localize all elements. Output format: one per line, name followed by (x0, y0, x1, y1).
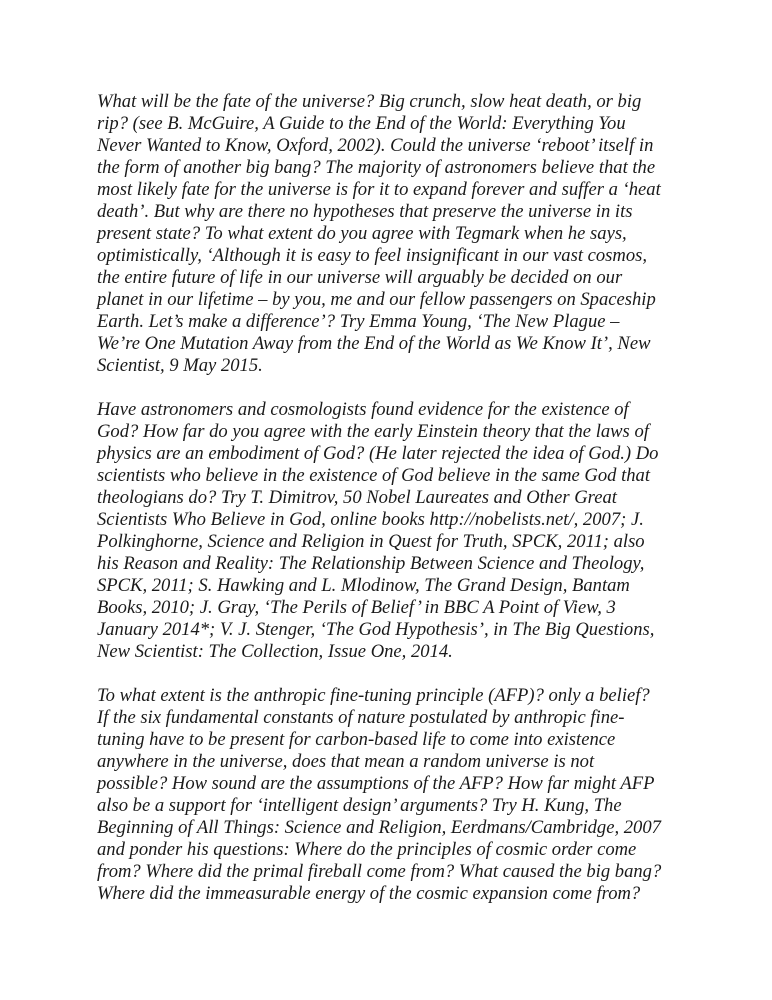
text-line: possible? How sound are the assumptions of the AFP? How far might AFP (97, 773, 655, 794)
text-line: Never Wanted to Know, Oxford, 2002). Could the universe ‘reboot’ itself in (97, 135, 654, 156)
paragraph-evidence-for-god (97, 399, 687, 663)
text-line: theologians do? Try T. Dimitrov, 50 Nobel Laureates and Other Great (97, 487, 617, 508)
text-line: To what extent is the anthropic fine-tuning principle (AFP)? only a belief? (97, 685, 650, 706)
text-line: SPCK, 2011; S. Hawking and L. Mlodinow, The Grand Design, Bantam (97, 575, 630, 596)
text-line: present state? To what extent do you agree with Tegmark when he says, (97, 223, 627, 244)
text-line: Have astronomers and cosmologists found evidence for the existence of (97, 399, 629, 420)
text-line: physics are an embodiment of God? (He later rejected the idea of God.) Do (97, 443, 659, 464)
text-line: also be a support for ‘intelligent design’ arguments? Try H. Kung, The (97, 795, 622, 816)
text-line: anywhere in the universe, does that mean a random universe is not (97, 751, 595, 772)
text-line: from? Where did the primal fireball come from? What caused the big bang? (97, 861, 662, 882)
text-line: scientists who believe in the existence of God believe in the same God that (97, 465, 651, 486)
text-line: the entire future of life in our universe will arguably be decided on our (97, 267, 623, 288)
text-line: New Scientist: The Collection, Issue One, 2014. (97, 641, 453, 662)
text-line: death’. But why are there no hypotheses that preserve the universe in its (97, 201, 633, 222)
text-line: his Reason and Reality: The Relationship Between Science and Theology, (97, 553, 645, 574)
body-text (97, 91, 687, 927)
text-line: Beginning of All Things: Science and Religion, Eerdmans/Cambridge, 2007 (97, 817, 661, 838)
text-line: Scientist, 9 May 2015. (97, 355, 263, 376)
text-line: optimistically, ‘Although it is easy to feel insignificant in our vast cosmos, (97, 245, 648, 266)
text-line: Where did the immeasurable energy of the cosmic expansion come from? (97, 883, 641, 904)
text-line: most likely fate for the universe is for it to expand forever and suffer a ‘heat (97, 179, 661, 200)
text-line: What will be the fate of the universe? Big crunch, slow heat death, or big (97, 91, 642, 112)
text-line: and ponder his questions: Where do the principles of cosmic order come (97, 839, 637, 860)
text-line: Scientists Who Believe in God, online books http://nobelists.net/, 2007; J. (97, 509, 644, 530)
text-line: Polkinghorne, Science and Religion in Quest for Truth, SPCK, 2011; also (97, 531, 645, 552)
text-line: Books, 2010; J. Gray, ‘The Perils of Belief’ in BBC A Point of View, 3 (97, 597, 616, 618)
text-line: We’re One Mutation Away from the End of the World as We Know It’, New (97, 333, 651, 354)
text-line: tuning have to be present for carbon-based life to come into existence (97, 729, 616, 750)
text-line: January 2014*; V. J. Stenger, ‘The God Hypothesis’, in The Big Questions, (97, 619, 655, 640)
text-line: planet in our lifetime – by you, me and our fellow passengers on Spaceship (97, 289, 656, 310)
paragraph-anthropic-principle (97, 685, 687, 905)
text-line: If the six fundamental constants of nature postulated by anthropic fine- (97, 707, 625, 728)
text-line: rip? (see B. McGuire, A Guide to the End of the World: Everything You (97, 113, 626, 134)
text-line: the form of another big bang? The majority of astronomers believe that the (97, 157, 656, 178)
text-line: God? How far do you agree with the early Einstein theory that the laws of (97, 421, 649, 442)
text-line: Earth. Let’s make a difference’? Try Emma Young, ‘The New Plague – (97, 311, 620, 332)
paragraph-fate-of-universe (97, 91, 687, 377)
